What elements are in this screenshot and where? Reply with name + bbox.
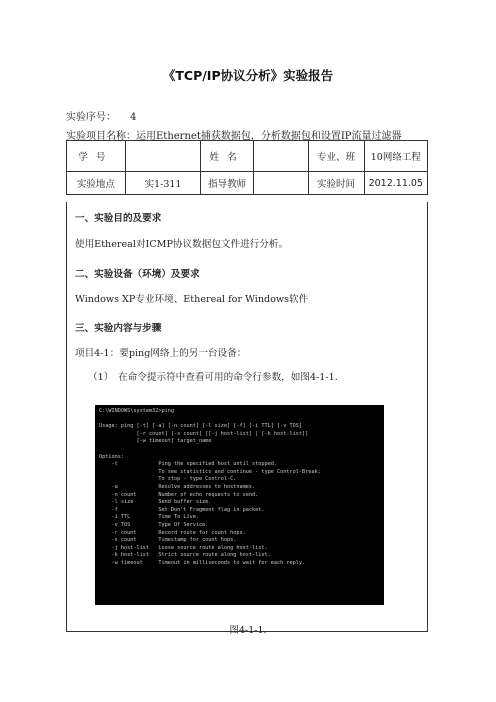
- terminal-line: Usage: ping [-t] [-a] [-n count] [-l size] [-f] [-i TTL] [-v TOS]: [99, 423, 303, 430]
- figure-caption: 图4-1-1.: [229, 625, 267, 636]
- experiment-name-label: 实验项目名称：: [66, 131, 136, 142]
- terminal-line: -a Resolve addresses to hostnames.: [99, 483, 256, 490]
- location-label: 实验地点: [67, 172, 126, 195]
- section-1-body: 使用Ethereal对ICMP协议数据包文件进行分析。: [75, 239, 289, 250]
- section-3-heading: 三、实验内容与步骤: [75, 323, 162, 334]
- terminal-line: -r count Record route for count hops.: [99, 529, 246, 536]
- teacher-value: [253, 172, 308, 195]
- section-1-heading: 一、实验目的及要求: [75, 213, 162, 224]
- time-label: 实验时间: [308, 172, 364, 195]
- terminal-line: -v TOS Type Of Service.: [99, 521, 209, 528]
- info-table: [66, 140, 428, 195]
- terminal-line: [-r count] [-s count] [[-j host-list] | [-k host-list]]: [99, 430, 309, 437]
- location-value: 实1-311: [125, 172, 201, 195]
- terminal-line: -s count Timestamp for count hops.: [99, 537, 237, 544]
- experiment-number-value: 4: [130, 112, 137, 123]
- terminal-line: -l size Send buffer size.: [99, 499, 212, 506]
- student-id-value: [125, 141, 201, 172]
- section-2-heading: 二、实验设备（环境）及要求: [75, 269, 200, 280]
- command-prompt-screenshot: [95, 405, 384, 605]
- terminal-line: -k host-list Strict source route along host-list.: [99, 552, 271, 559]
- student-id-label: 学号: [67, 141, 126, 172]
- terminal-line: -w timeout Timeout in milliseconds to wait for each reply.: [99, 559, 306, 566]
- experiment-name-value: 运用Ethernet捕获数据包，分析数据包和设置IP流量过滤器: [136, 131, 402, 142]
- teacher-label: 指导教师: [201, 172, 254, 195]
- terminal-line: C:\WINDOWS\system32>ping: [99, 408, 174, 414]
- experiment-number-label: 实验序号：: [66, 112, 116, 123]
- experiment-number-line: [66, 108, 136, 123]
- major-label: 专业、班: [308, 141, 364, 172]
- terminal-line: [-w timeout] target_name: [99, 438, 212, 445]
- terminal-line: -f Set Don't Fragment flag in packet.: [99, 506, 265, 513]
- terminal-line: -n count Number of echo requests to send.: [99, 491, 259, 498]
- name-value: [253, 141, 308, 172]
- section-3-item: 项目4-1：要ping网络上的另一台设备：: [75, 348, 247, 359]
- terminal-line: [99, 446, 380, 454]
- terminal-line: To see statistics and continue - type Control-Break;: [99, 468, 321, 475]
- time-value: 2012.11.05: [364, 172, 427, 195]
- section-3-step: （1） 在命令提示符中查看可用的命令行参数，如图4-1-1.: [88, 372, 338, 383]
- terminal-line: -j host-list Loose source route along host-list.: [99, 544, 268, 551]
- terminal-line: Options:: [99, 453, 124, 460]
- terminal-line: To stop - type Control-C.: [99, 476, 237, 483]
- name-label: 姓名: [201, 141, 254, 172]
- terminal-line: -t Ping the specified host until stopped.: [99, 461, 278, 468]
- terminal-line: -i TTL Time To Live.: [99, 514, 199, 521]
- terminal-line: [99, 416, 380, 424]
- major-value: 10网络工程: [364, 141, 427, 172]
- report-title: 《TCP/IP协议分析》实验报告: [162, 68, 334, 83]
- section-2-body: Windows XP专业环境、Ethereal for Windows软件: [75, 294, 309, 305]
